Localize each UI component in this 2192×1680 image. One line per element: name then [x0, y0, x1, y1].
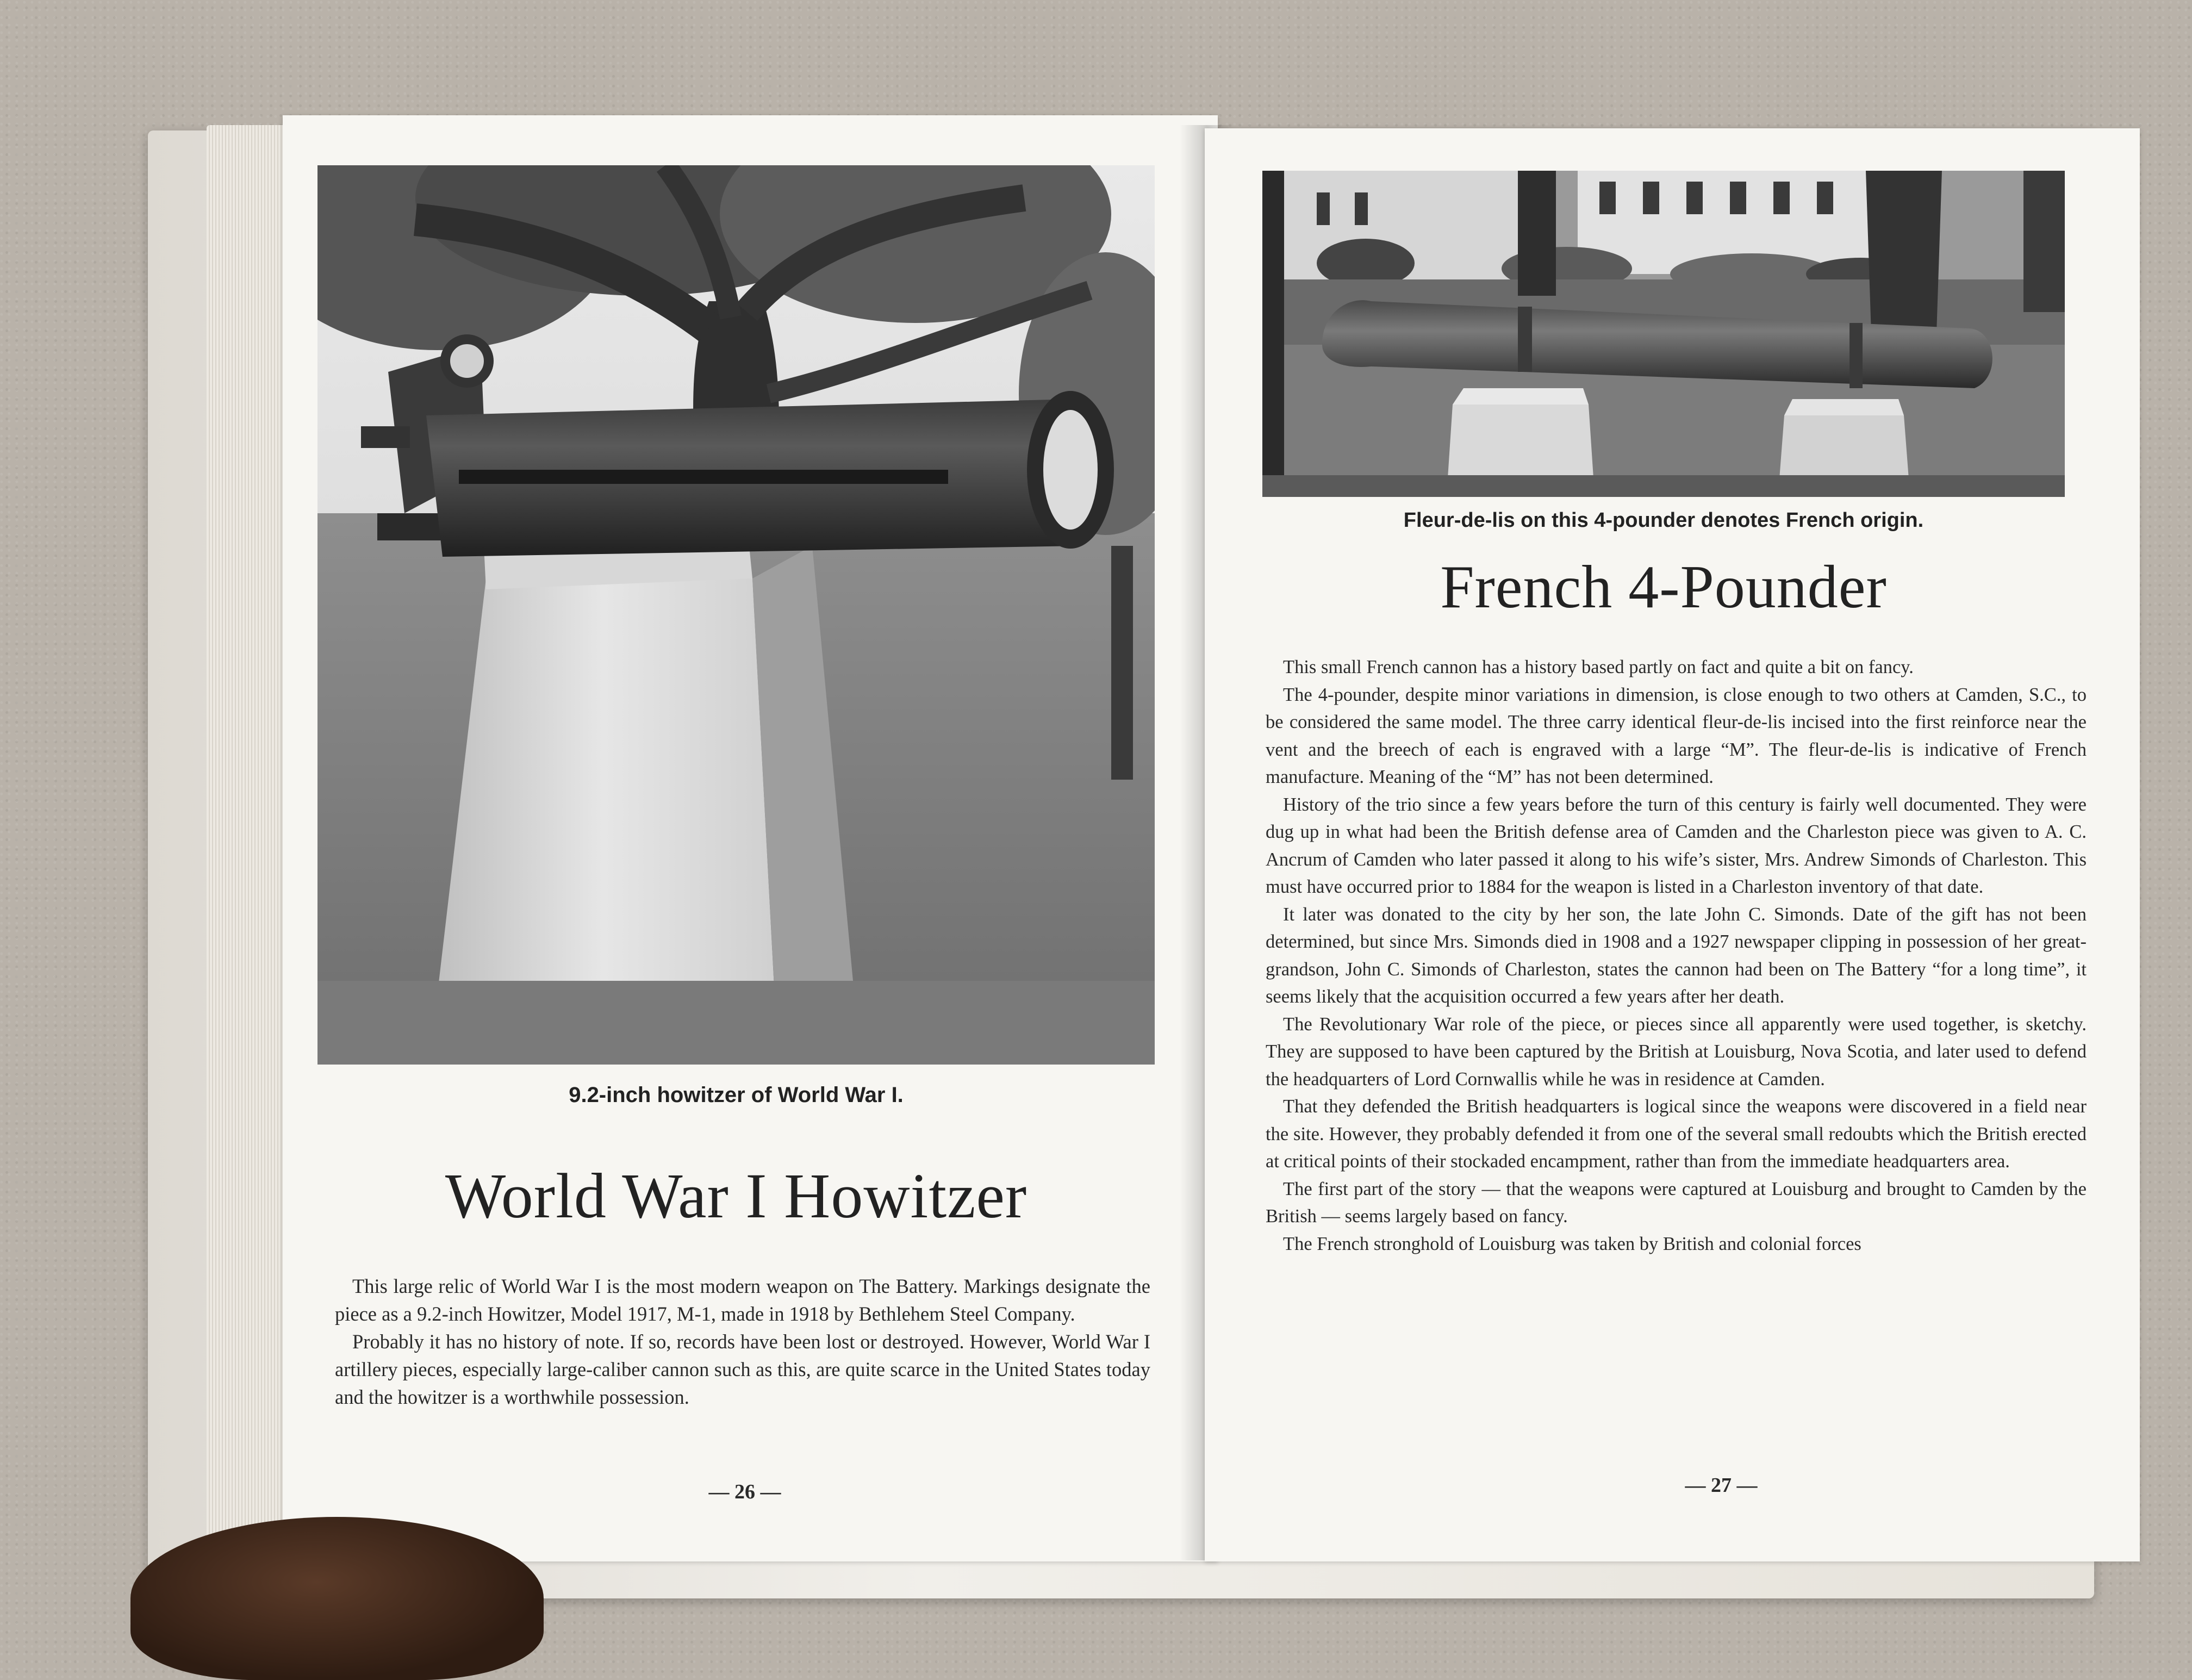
howitzer-body-text — [335, 1272, 1150, 1411]
page-title-howitzer: World War I Howitzer — [445, 1160, 1028, 1231]
paragraph: The Revolutionary War role of the piece, or pieces since all apparently were used together, is sketchy. They are supposed to have been captured by the British at Louisburg, Nova Scotia, and later used to defend the headquarters of Lord Cornwallis while he was in residence at Camden. — [1266, 1013, 2087, 1090]
paragraph: Probably it has no history of note. If so, records have been lost or destroyed. However, World War I artillery pieces, especially large-caliber cannon such as this, are quite scarce in the United States today and the howitzer is a worthwhile possession. — [335, 1330, 1150, 1408]
french-cannon-caption: Fleur-de-lis on this 4-pounder denotes French origin. — [1403, 509, 1924, 532]
howitzer-caption: 9.2-inch howitzer of World War I. — [569, 1083, 904, 1107]
howitzer-photo — [317, 165, 1155, 1065]
french-cannon-photo-illustration — [1262, 171, 2065, 497]
paragraph: History of the trio since a few years before the turn of this century is fairly well documented. They were dug up in what had been the British defense area of Camden and the Charleston piece was given to A. C. Ancrum of Camden who later passed it along to his wife’s sister, Mrs. Andrew Simonds of Charleston. This must have occurred prior to 1884 for the weapon is listed in a Charleston inventory of that date. — [1266, 794, 2087, 897]
page-number-27: — 27 — — [1685, 1474, 1758, 1497]
paragraph: This large relic of World War I is the most modern weapon on The Battery. Markings designate the piece as a 9.2-inch Howitzer, Model 1917, M-1, made in 1918 by Bethlehem Steel Company. — [335, 1275, 1150, 1325]
page-number-26: — 26 — — [708, 1480, 781, 1503]
paragraph: This small French cannon has a history based partly on fact and quite a bit on fancy. — [1283, 657, 1914, 677]
page-title-french-4-pounder: French 4-Pounder — [1440, 553, 1887, 621]
hand-thumb — [130, 1517, 544, 1680]
paragraph: It later was donated to the city by her son, the late John C. Simonds. Date of the gift has not been determined, but since Mrs. Simonds died in 1908 and a 1927 newspaper clipping in possession of her great-grandson, John C. Simonds of Charleston, states the cannon had been on The Battery “for a long time”, it seems likely that the acquisition occurred a few years after her death. — [1266, 904, 2087, 1007]
paragraph: The 4-pounder, despite minor variations in dimension, is close enough to two others at Camden, S.C., to be considered the same model. The three carry identical fleur-de-lis incised into the first reinforce near the vent and the breech of each is engraved with a large “M”. The fleur-de-lis is indicative of French manufacture. Meaning of the “M” has not been determined. — [1266, 684, 2087, 787]
french-cannon-photo — [1262, 171, 2065, 497]
left-page — [283, 115, 1218, 1561]
right-page — [1205, 128, 2140, 1561]
french-cannon-body-text — [1266, 654, 2087, 1258]
paragraph: That they defended the British headquarters is logical since the weapons were discovered in a field near the site. However, they probably defended it from one of the several small redoubts which the British erected at critical points of their stockaded encampment, rather than from the immediate headquarters area. — [1266, 1096, 2087, 1172]
howitzer-photo-illustration — [317, 165, 1155, 1065]
paragraph: The French stronghold of Louisburg was taken by British and colonial forces — [1283, 1233, 1861, 1254]
paragraph: The first part of the story — that the weapons were captured at Louisburg and brought to Camden by the British — seems largely based on fancy. — [1266, 1178, 2087, 1227]
